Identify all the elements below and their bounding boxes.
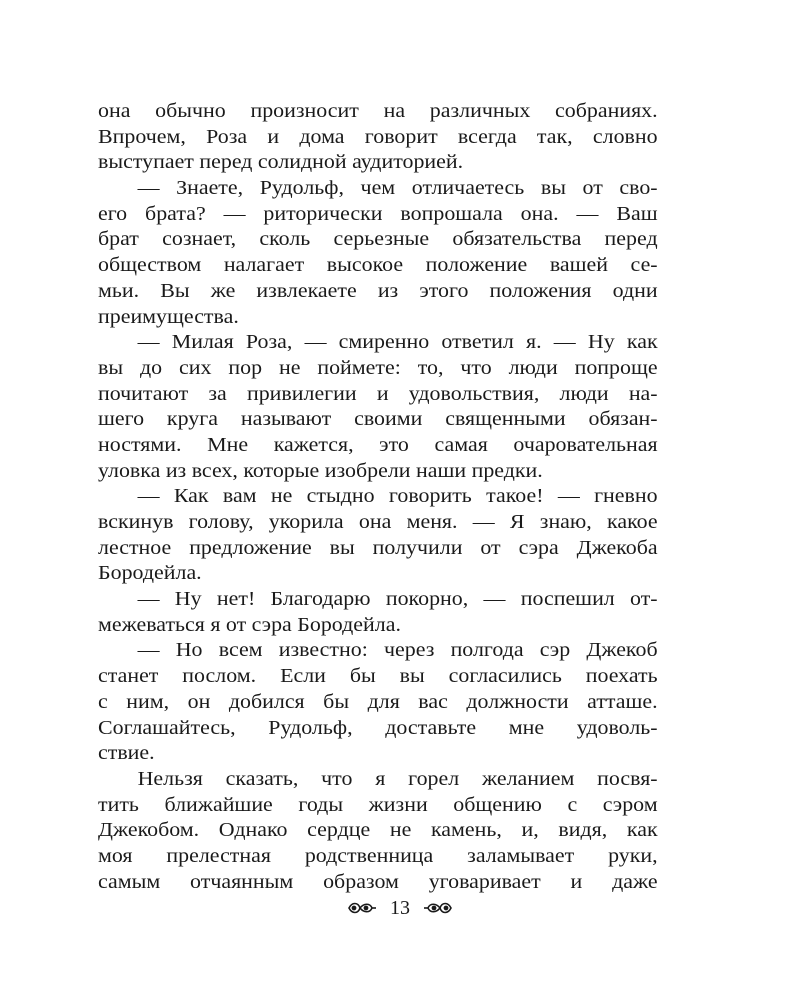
text-line: уловка из всех, которые изобрели наши предки. [98, 459, 543, 482]
page-number: 13 [390, 896, 410, 919]
text-line: Соглашайтесь, Рудольф, доставьте мне удоволь- [98, 716, 658, 739]
text-line: ствие. [98, 742, 155, 765]
text-line: станет послом. Если бы вы согласились поехать [98, 665, 658, 688]
text-line: — Знаете, Рудольф, чем отличаетесь вы от сво- [137, 177, 658, 200]
text-line: тить ближайшие годы жизни общению с сэром [98, 793, 658, 816]
text-line: — Но всем известно: через полгода сэр Джекоб [137, 639, 658, 662]
text-line: с ним, он добился бы для вас должности атташе. [98, 690, 658, 713]
text-line: лестное предложение вы получили от сэра Джекоба [98, 536, 658, 559]
text-line: преимущества. [98, 305, 239, 328]
text-line: Впрочем, Роза и дома говорит всегда так, словно [98, 125, 658, 148]
text-line: Джекобом. Однако сердце не камень, и, видя, как [98, 819, 658, 842]
text-line: почитают за привилегии и удовольствия, люди на- [98, 382, 658, 405]
text-line: вскинув голову, укорила она меня. — Я знаю, какое [98, 511, 658, 533]
fleuron-right-icon [422, 898, 454, 918]
text-line: шего круга называют своими священными обязан- [98, 408, 658, 431]
text-line: Нельзя сказать, что я горел желанием посвя- [137, 767, 658, 790]
text-line: Бородейла. [98, 562, 202, 585]
text-line: выступает перед солидной аудиторией. [98, 151, 464, 174]
body-text [98, 99, 658, 895]
text-line: — Как вам не стыдно говорить такое! — гневно [137, 485, 658, 508]
text-line: мьи. Вы же извлекаете из этого положения одни [98, 279, 658, 302]
text-line: его брата? — риторически вопрошала она. — Ваш [98, 202, 658, 225]
text-line: межеваться я от сэра Бородейла. [98, 613, 401, 636]
text-line: обществом налагает высокое положение вашей се- [98, 254, 658, 277]
text-line: моя прелестная родственница заламывает руки, [98, 844, 658, 867]
text-line: ностями. Мне кажется, это самая очаровательная [98, 433, 658, 456]
text-line: она обычно произносит на различных собраниях. [98, 100, 658, 122]
text-line: вы до сих пор не поймете: то, что люди попроще [98, 356, 658, 379]
text-line: — Милая Роза, — смиренно ответил я. — Ну как [137, 331, 658, 354]
text-line: самым отчаянным образом уговаривает и даже [98, 870, 658, 893]
fleuron-left-icon [346, 898, 378, 918]
text-line: — Ну нет! Благодарю покорно, — поспешил от- [137, 588, 658, 611]
text-line: брат сознает, сколь серьезные обязательства перед [98, 228, 658, 251]
page-footer [0, 893, 800, 923]
